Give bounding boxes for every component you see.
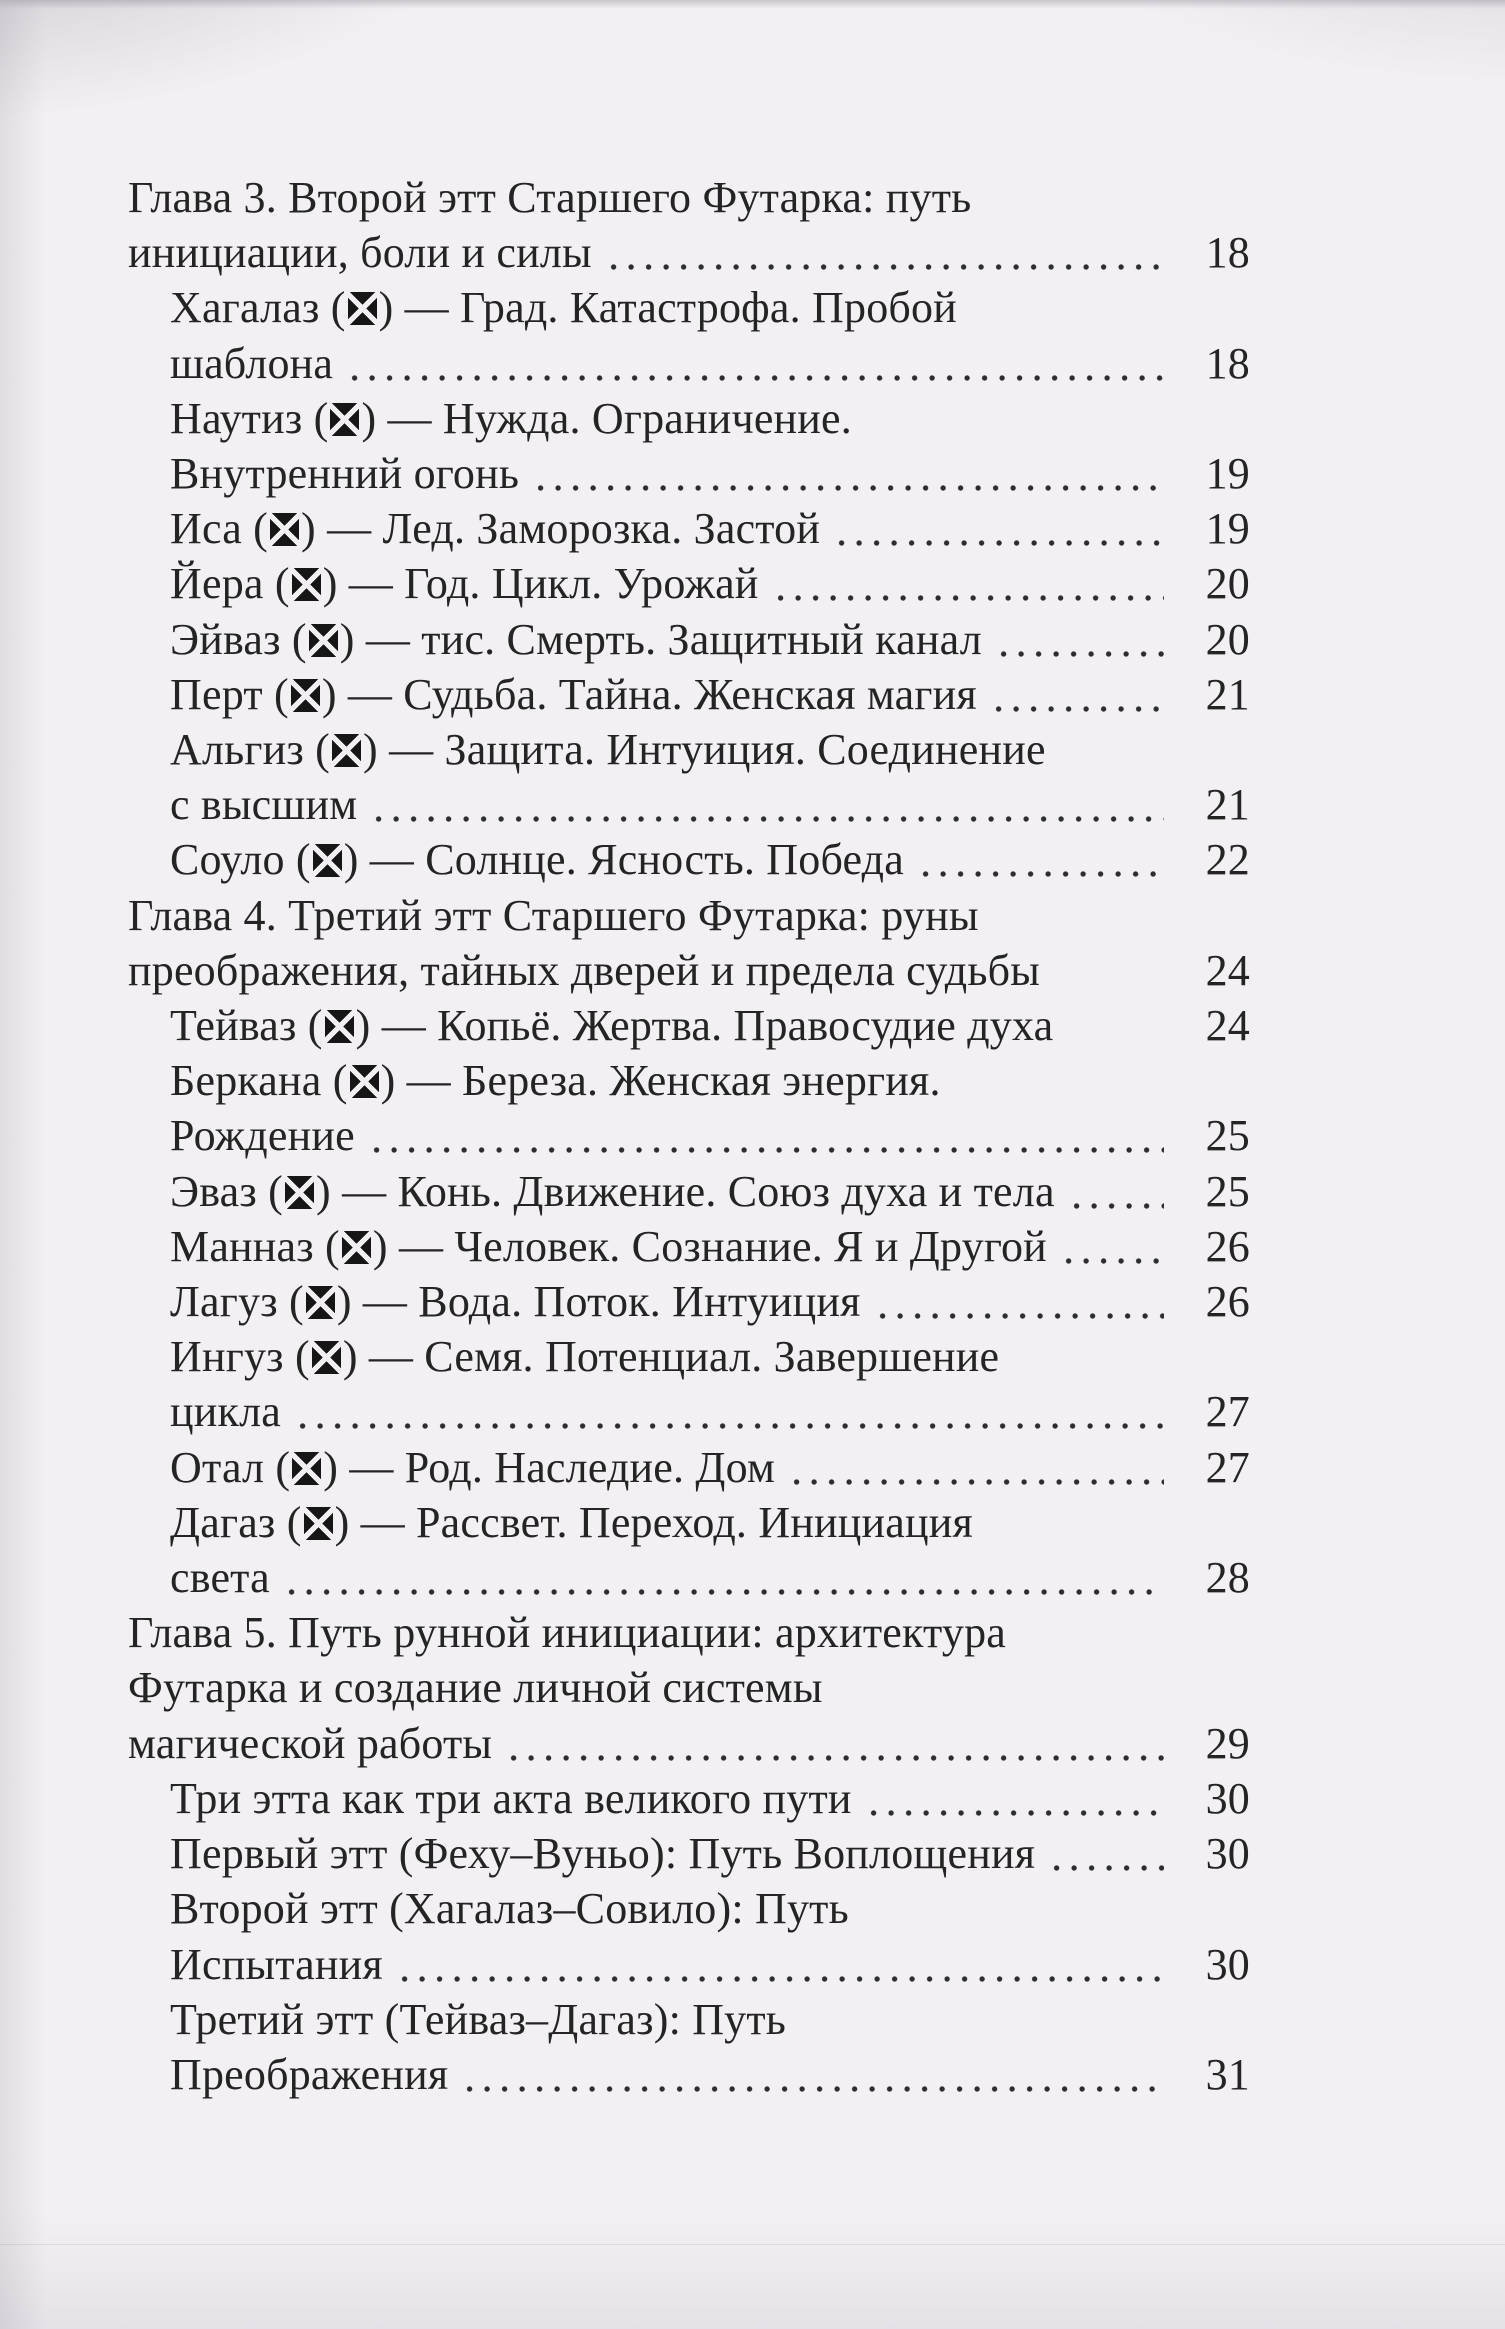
missing-glyph-icon — [309, 624, 338, 657]
toc-line — [128, 1164, 1250, 1219]
dot-leader — [383, 1978, 1186, 1979]
toc-line-text: Рождение — [170, 1111, 355, 1161]
toc-line — [128, 1937, 1250, 1992]
toc-line — [128, 1771, 1250, 1826]
dot-leader — [492, 1757, 1186, 1758]
toc-line — [128, 612, 1250, 667]
toc-line-text: Тейваз ( ) — Копьё. Жертва. Правосудие духа — [170, 1001, 1054, 1051]
toc-line-text: Йера ( ) — Год. Цикл. Урожай — [170, 559, 759, 609]
toc-line — [128, 1440, 1250, 1495]
toc-line — [128, 2047, 1250, 2102]
toc-line-text: Манназ ( ) — Человек. Сознание. Я и Другой — [170, 1221, 1047, 1271]
toc-line-text: инициации, боли и силы — [128, 228, 592, 278]
toc-line-text: Преображения — [170, 2049, 449, 2099]
dot-leader — [982, 653, 1186, 654]
dot-leader — [904, 873, 1186, 874]
toc-line-text: Три этта как три акта великого пути — [170, 1773, 852, 1823]
page-number: 19 — [1205, 449, 1250, 499]
page-number: 22 — [1205, 835, 1250, 885]
toc-line — [128, 777, 1250, 832]
toc-line — [128, 446, 1250, 501]
toc-line — [128, 1108, 1250, 1163]
dot-leader — [861, 1315, 1186, 1316]
toc-line-text: Ингуз ( ) — Семя. Потенциал. Завершение — [170, 1332, 1000, 1382]
toc-line — [128, 1660, 1250, 1715]
missing-glyph-icon — [292, 1452, 321, 1485]
toc-line-text: Глава 5. Путь рунной инициации: архитектура — [128, 1608, 1007, 1658]
page-number: 26 — [1205, 1221, 1250, 1271]
toc-line — [128, 1881, 1250, 1936]
dot-leader — [759, 597, 1186, 598]
toc-line-text: Глава 3. Второй этт Старшего Футарка: путь — [128, 173, 972, 222]
missing-glyph-icon — [291, 679, 320, 712]
dot-leader — [977, 708, 1186, 709]
missing-glyph-icon — [292, 568, 321, 601]
missing-glyph-icon — [285, 1176, 314, 1209]
missing-glyph-icon — [306, 1286, 335, 1319]
missing-glyph-icon — [342, 1231, 371, 1264]
toc-line — [128, 1219, 1250, 1274]
page-number: 30 — [1205, 1829, 1250, 1879]
page-number: 29 — [1205, 1718, 1250, 1768]
page-number: 27 — [1205, 1442, 1250, 1492]
toc-line — [128, 1053, 1250, 1108]
page-number: 30 — [1205, 1773, 1250, 1823]
toc-line-text: преображения, тайных дверей и предела судьбы — [128, 945, 1040, 995]
toc-line — [128, 501, 1250, 556]
page-number: 21 — [1205, 780, 1250, 830]
page-number: 30 — [1205, 1939, 1250, 1989]
missing-glyph-icon — [270, 513, 299, 546]
toc-line — [128, 225, 1250, 280]
toc-line — [128, 336, 1250, 391]
missing-glyph-icon — [312, 1341, 341, 1374]
page-number: 25 — [1205, 1166, 1250, 1216]
dot-leader — [820, 542, 1186, 543]
toc-line-text: Беркана ( ) — Береза. Женская энергия. — [170, 1056, 941, 1106]
dot-leader — [1035, 1867, 1186, 1868]
toc-line — [128, 1550, 1250, 1605]
missing-glyph-icon — [350, 1065, 379, 1098]
toc-line-text: Внутренний огонь — [170, 449, 520, 499]
missing-glyph-icon — [325, 1010, 354, 1043]
toc-line — [128, 943, 1250, 998]
page-number: 25 — [1205, 1111, 1250, 1161]
toc-line — [128, 722, 1250, 777]
toc-line-text: Отал ( ) — Род. Наследие. Дом — [170, 1442, 776, 1492]
toc-line-text: Первый этт (Феху–Вуньо): Путь Воплощения — [170, 1829, 1036, 1879]
toc-line-text: Третий этт (Тейваз–Дагаз): Путь — [170, 1994, 787, 2044]
missing-glyph-icon — [304, 1507, 333, 1540]
toc-line — [128, 391, 1250, 446]
toc-line — [128, 667, 1250, 722]
toc-line — [128, 1605, 1250, 1660]
toc-line-text: Футарка и создание личной системы — [128, 1663, 823, 1713]
toc-line — [128, 998, 1250, 1053]
toc-line-text: Лагуз ( ) — Вода. Поток. Интуиция — [170, 1277, 861, 1327]
page-number: 18 — [1205, 338, 1250, 388]
dot-leader — [775, 1481, 1186, 1482]
toc-line — [128, 1384, 1250, 1439]
page-number: 28 — [1205, 1553, 1250, 1603]
toc-line-text: Соуло ( ) — Солнце. Ясность. Победа — [170, 835, 904, 885]
dot-leader — [270, 1591, 1186, 1592]
toc-line-text: Эваз ( ) — Конь. Движение. Союз духа и тела — [170, 1166, 1055, 1216]
page-number: 20 — [1205, 614, 1250, 664]
dot-leader — [333, 377, 1186, 378]
toc-line — [128, 1495, 1250, 1550]
toc-line-text: Хагалаз ( ) — Град. Катастрофа. Пробой — [170, 283, 957, 333]
dot-leader — [357, 818, 1186, 819]
dot-leader — [1047, 1260, 1186, 1261]
toc-line — [128, 1274, 1250, 1329]
toc-line — [128, 1826, 1250, 1881]
page-number: 19 — [1205, 504, 1250, 554]
table-of-contents — [128, 170, 1250, 2102]
dot-leader — [852, 1812, 1186, 1813]
toc-line — [128, 888, 1250, 943]
page-number: 20 — [1205, 559, 1250, 609]
dot-leader — [519, 487, 1186, 488]
toc-line-text: света — [170, 1553, 270, 1603]
toc-line-text: с высшим — [170, 780, 358, 830]
toc-line-text: Глава 4. Третий этт Старшего Футарка: руны — [128, 890, 979, 940]
page-number: 21 — [1205, 669, 1250, 719]
toc-line — [128, 1329, 1250, 1384]
toc-line-text: Эйваз ( ) — тис. Смерть. Защитный канал — [170, 614, 982, 664]
missing-glyph-icon — [348, 292, 377, 325]
toc-line — [128, 832, 1250, 887]
dot-leader — [448, 2088, 1186, 2089]
toc-line-text: магической работы — [128, 1718, 493, 1768]
page-number: 24 — [1205, 1001, 1250, 1051]
dot-leader — [1055, 1205, 1186, 1206]
toc-line-text: Дагаз ( ) — Рассвет. Переход. Инициация — [170, 1497, 973, 1547]
page-number: 31 — [1205, 2049, 1250, 2099]
missing-glyph-icon — [330, 403, 359, 436]
toc-line-text: шаблона — [170, 338, 334, 388]
toc-line-text: Испытания — [170, 1939, 383, 1989]
toc-line — [128, 280, 1250, 335]
toc-line — [128, 170, 1250, 225]
toc-line-text: Перт ( ) — Судьба. Тайна. Женская магия — [170, 669, 977, 719]
toc-line — [128, 1716, 1250, 1771]
dot-leader — [281, 1425, 1186, 1426]
page-number: 26 — [1205, 1277, 1250, 1327]
missing-glyph-icon — [332, 734, 361, 767]
toc-line-text: Второй этт (Хагалаз–Совило): Путь — [170, 1884, 849, 1934]
missing-glyph-icon — [313, 844, 342, 877]
page-number: 24 — [1205, 945, 1250, 995]
page-number: 27 — [1205, 1387, 1250, 1437]
toc-line — [128, 1992, 1250, 2047]
toc-line-text: Альгиз ( ) — Защита. Интуиция. Соединение — [170, 725, 1046, 775]
dot-leader — [355, 1149, 1186, 1150]
toc-line-text: цикла — [170, 1387, 281, 1437]
dot-leader — [592, 266, 1186, 267]
toc-line — [128, 556, 1250, 611]
toc-line-text: Наутиз ( ) — Нужда. Ограничение. — [170, 393, 852, 443]
page-number: 18 — [1205, 228, 1250, 278]
toc-line-text: Иса ( ) — Лед. Заморозка. Застой — [170, 504, 821, 554]
